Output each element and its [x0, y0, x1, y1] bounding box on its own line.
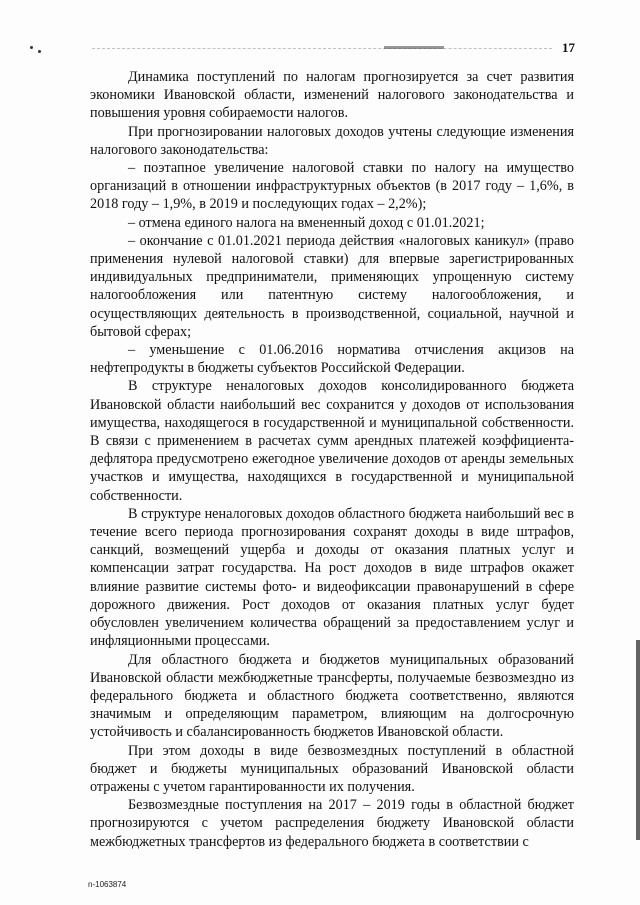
document-code: n-1063874	[88, 880, 127, 889]
paragraph: При этом доходы в виде безвозмездных поступлений в областной бюджет и бюджеты муниципальных образований Ивановской области отражены с учетом гарантированности их получения.	[90, 742, 574, 795]
paragraph: – отмена единого налога на вмененный доход с 01.01.2021;	[128, 214, 485, 231]
scan-artifact-dot	[30, 46, 33, 49]
document-body	[90, 68, 574, 851]
paragraph: – поэтапное увеличение налоговой ставки по налогу на имущество организаций в отношении инфраструктурных объектов (в 2017 году – 1,6%, в 2018 году – 1,9%, в 2019 и последующих годах – 2,2%);	[90, 160, 574, 213]
paragraph: В структуре неналоговых доходов консолидированного бюджета Ивановской области наибольший вес сохранится у доходов от использования имущества, находящегося в государственной и муниципальной собственности. В связи с применением в расчетах сумм арендных платежей коэффициента-дефлятора предусмотрено ежегодное увеличение доходов от аренды земельных участков и имущества, находящихся в государственной и муниципальной собственности.	[90, 378, 574, 504]
paragraph: – уменьшение с 01.06.2016 норматива отчисления акцизов на нефтепродукты в бюджеты субъектов Российской Федерации.	[90, 342, 574, 377]
scan-artifact-mark	[384, 46, 444, 49]
paragraph: – окончание с 01.01.2021 периода действия «налоговых каникул» (право применения нулевой налоговой ставки) для впервые зарегистрированных индивидуальных предприниматели, применяющих упрощенную систему налогообложения или патентную систему налогообложения, и осуществляющих деятельность в производственной, социальной, научной и бытовой сферах;	[90, 232, 574, 340]
scan-artifact-line	[92, 48, 552, 49]
page-number: 17	[562, 40, 575, 55]
paragraph: В структуре неналоговых доходов областного бюджета наибольший вес в течение всего периода прогнозирования сохранят доходы в виде штрафов, санкций, возмещений ущерба и доходы от оказания платных услуг и компенсации затрат государства. На рост доходов в виде штрафов окажет влияние развитие системы фото- и видеофиксации правонарушений в сфере дорожного движения. Рост доходов от оказания платных услуг будет обусловлен увеличением количества обращений за предоставлением услуг и инфляционными процессами.	[90, 505, 574, 650]
scan-edge-shadow	[636, 640, 640, 840]
paragraph: При прогнозировании налоговых доходов учтены следующие изменения налогового законодательства:	[90, 123, 574, 158]
paragraph: Динамика поступлений по налогам прогнозируется за счет развития экономики Ивановской области, изменений налогового законодательства и повышения уровня собираемости налогов.	[90, 69, 574, 122]
paragraph: Безвозмездные поступления на 2017 – 2019 годы в областной бюджет прогнозируются с учетом распределения бюджету Ивановской области межбюджетных трансфертов из федерального бюджета в соответствии с	[90, 797, 574, 850]
paragraph: Для областного бюджета и бюджетов муниципальных образований Ивановской области межбюджетные трансферты, получаемые безвозмездно из федерального бюджета и областного бюджета соответственно, являются значимым и определяющим параметром, влияющим на долгосрочную устойчивость и сбалансированность бюджетов Ивановской области.	[90, 651, 574, 741]
scan-artifact-dot	[38, 50, 41, 53]
